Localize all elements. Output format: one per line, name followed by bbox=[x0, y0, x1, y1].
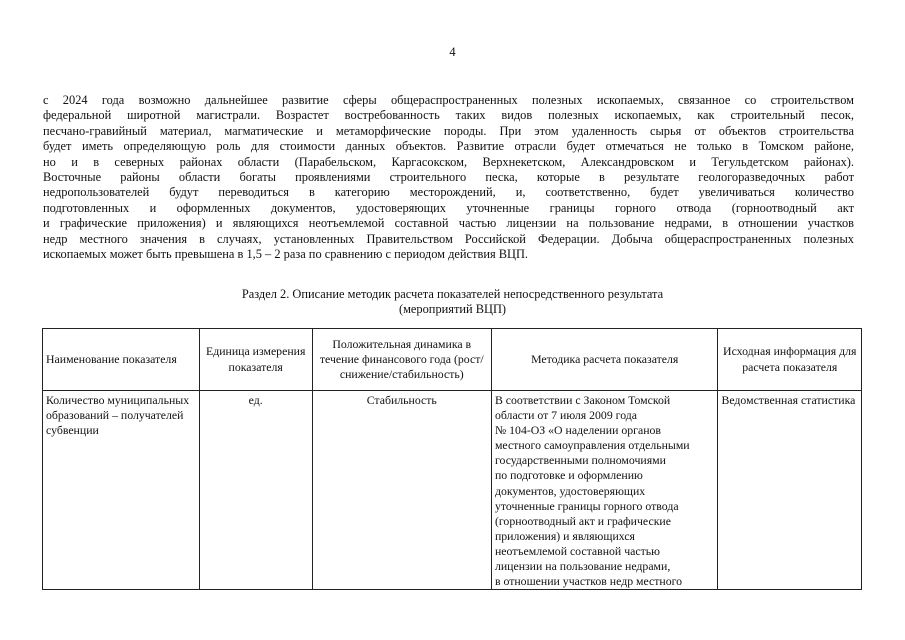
body-line: федеральной широтной магистрали. Возрастет востребованность таких видов полезных ископаемых, как строительный песок, bbox=[43, 108, 854, 123]
section-title-line-1: Раздел 2. Описание методик расчета показателей непосредственного результата bbox=[241, 287, 664, 301]
method-line: области от 7 июля 2009 года bbox=[494, 408, 638, 423]
cell-dynamics: Стабильность bbox=[312, 391, 491, 590]
section-title bbox=[0, 287, 905, 318]
method-line: (горноотводный акт и графические bbox=[494, 513, 671, 528]
table-header-row bbox=[43, 329, 862, 391]
body-paragraph bbox=[43, 93, 854, 262]
method-line: местного самоуправления отдельными bbox=[494, 438, 690, 453]
body-line: песчано-гравийный материал, магматические и метаморфические породы. При этом удаленность сырья от объектов строительства bbox=[43, 123, 854, 138]
method-line: неотъемлемой составной частью bbox=[494, 543, 660, 558]
body-line-last: ископаемых может быть превышена в 1,5 – 2 раза по сравнению с периодом действия ВЦП. bbox=[43, 247, 529, 262]
body-line: и графические приложения) и являющихся неотъемлемой составной частью лицензии на пользование недрами, в отношении участков bbox=[43, 216, 854, 231]
body-line: недропользователей будут переводиться в категорию месторождений, и, соответственно, будет увеличиваться количество bbox=[43, 185, 854, 200]
cell-method bbox=[491, 391, 718, 590]
method-line: уточненные границы горного отвода bbox=[494, 498, 679, 513]
method-line: документов, удостоверяющих bbox=[494, 483, 646, 498]
body-line: Восточные районы области богаты проявлениями строительного песка, которые в результате геологоразведочных работ bbox=[43, 170, 854, 185]
cell-indicator-name: Количество муниципальных образований – получателей субвенции bbox=[43, 391, 200, 590]
body-line: с 2024 года возможно дальнейшее развитие сферы общераспространенных полезных ископаемых, связанное со строительством bbox=[43, 93, 854, 107]
body-line: недр местного значения в случаях, установленных Правительством Российской Федерации. Добыча общераспространенных полезных bbox=[43, 231, 854, 246]
method-line: № 104-ОЗ «О наделении органов bbox=[494, 423, 661, 438]
method-line: в отношении участков недр местного bbox=[494, 574, 683, 589]
method-line: государственными полномочиями bbox=[494, 453, 666, 468]
header-dynamics: Положительная динамика в течение финансового года (рост/снижение/стабильность) bbox=[312, 329, 491, 391]
header-indicator-name: Наименование показателя bbox=[43, 329, 200, 391]
method-line: по подготовке и оформлению bbox=[494, 468, 643, 483]
page-number: 4 bbox=[449, 45, 456, 59]
section-title-line-2: (мероприятий ВЦП) bbox=[398, 302, 507, 317]
cell-source: Ведомственная статистика bbox=[718, 391, 862, 590]
header-unit: Единица измерения показателя bbox=[199, 329, 312, 391]
table-row bbox=[43, 391, 862, 590]
method-line: лицензии на пользование недрами, bbox=[494, 559, 671, 574]
method-line: приложения) и являющихся bbox=[494, 528, 635, 543]
body-line: подготовленных и оформленных документов, удостоверяющих уточненные границы горного отвода (горноотводный акт bbox=[43, 200, 854, 215]
cell-unit: ед. bbox=[199, 391, 312, 590]
header-source: Исходная информация для расчета показателя bbox=[718, 329, 862, 391]
body-line: но и в северных районах области (Парабельском, Каргасокском, Верхнекетском, Александровском и Тегульдетском районах). bbox=[43, 154, 854, 169]
indicators-table bbox=[42, 328, 862, 590]
body-line: будет иметь определяющую роль для стоимости данных объектов. Развитие отрасли будет отмечаться не только в Томском районе, bbox=[43, 139, 854, 154]
header-method: Методика расчета показателя bbox=[491, 329, 718, 391]
method-line: В соответствии с Законом Томской bbox=[494, 393, 671, 407]
